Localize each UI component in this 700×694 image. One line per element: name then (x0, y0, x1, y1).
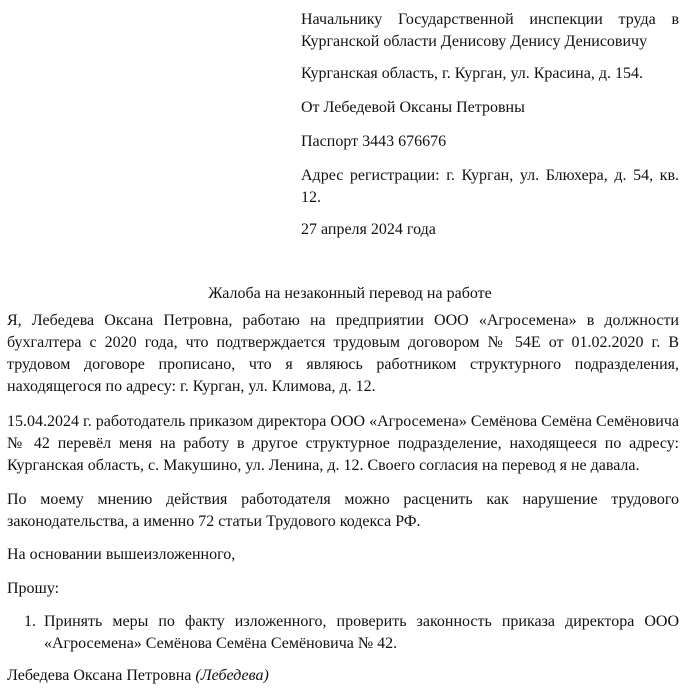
recipient-line: Начальнику Государственной инспекции труда в Курганской области Денисову Денису Денисовичу (301, 11, 679, 50)
registration-address: Адрес регистрации: г. Курган, ул. Блюхера, д. 54, кв. 12. (301, 167, 679, 206)
handwritten-signature: (Лебедева) (195, 667, 269, 684)
paragraph-transfer: 15.04.2024 г. работодатель приказом директора ООО «Агросемена» Семёнова Семёна Семёновича № 42 перевёл меня на работу в другое структурное подразделение, находящееся по адресу: Курганская область, с. Макушино, ул. Ленина, д. 12. Своего согласия на перевод я не давала. (7, 413, 679, 474)
recipient-address: Курганская область, г. Курган, ул. Красина, д. 154. (301, 65, 643, 82)
paragraph-request-intro: Прошу: (7, 580, 60, 597)
passport-line: Паспорт 3443 676676 (301, 133, 447, 150)
signer-name: Лебедева Оксана Петровна (7, 667, 192, 684)
document-title: Жалоба на незаконный перевод на работе (208, 285, 492, 302)
document-date: 27 апреля 2024 года (301, 221, 436, 238)
paragraph-basis: На основании вышеизложенного, (7, 546, 236, 563)
sender-line: От Лебедевой Оксаны Петровны (301, 99, 525, 116)
signature-line (7, 665, 679, 687)
request-list (7, 611, 679, 655)
list-item (7, 611, 679, 655)
paragraph-employment: Я, Лебедева Оксана Петровна, работаю на предприятии ООО «Агросемена» в должности бухгалтера с 2020 года, что подтверждается трудовым договором № 54Е от 01.02.2020 г. В трудовом договоре прописано, что я являюсь работником структурного подразделения, находящегося по адресу: г. Курган, ул. Климова, д. 12. (7, 312, 679, 395)
addressee-block (301, 9, 679, 251)
list-item-text: Принять меры по факту изложенного, проверить законность приказа директора ООО «Агросемена» Семёнова Семёна Семёновича № 42. (44, 613, 679, 652)
paragraph-violation: По моему мнению действия работодателя можно расценить как нарушение трудового законодательства, а именно 72 статьи Трудового кодекса РФ. (7, 491, 679, 530)
list-item-number: 1. (24, 613, 36, 630)
complaint-body (7, 310, 679, 687)
